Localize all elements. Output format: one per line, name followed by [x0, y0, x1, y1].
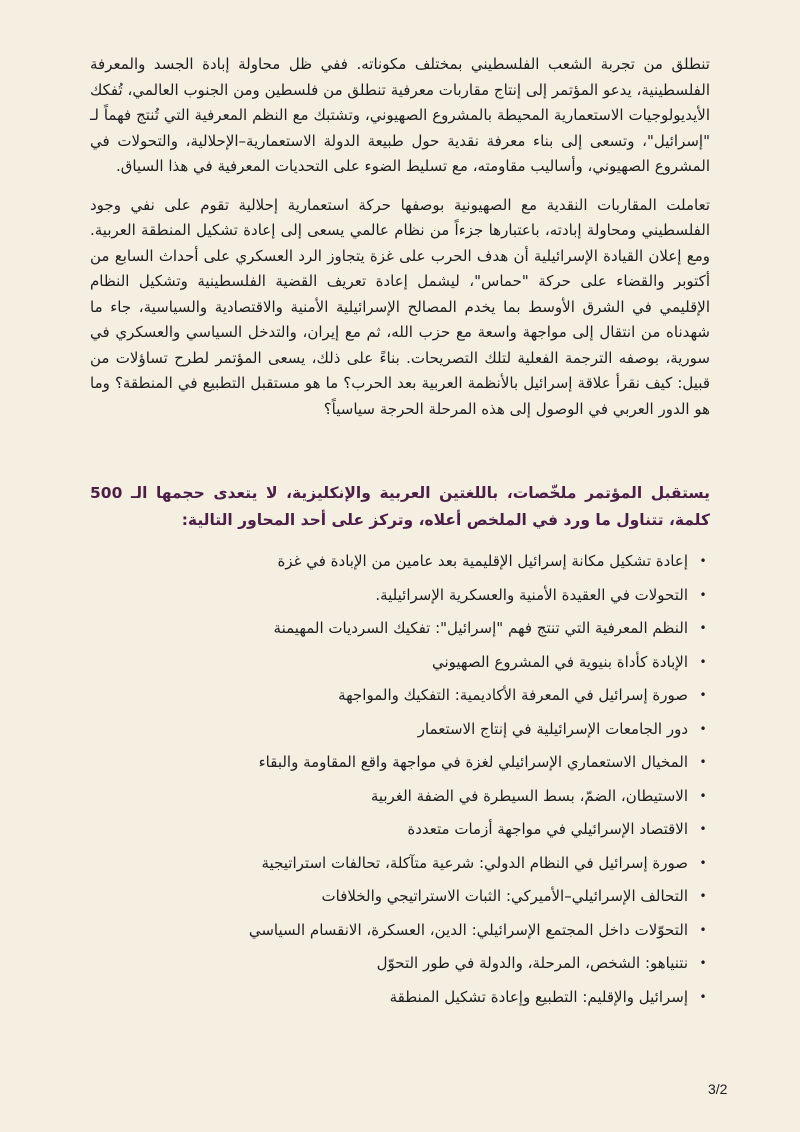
list-item [90, 651, 707, 673]
intro-paragraph-2: تعاملت المقاربات النقدية مع الصهيونية بوصفها حركة استعمارية إحلالية تقوم على نفي وجود الفلسطيني ومحاولة إبادته، باعتبارها جزءاً من نظام عالمي يسعى إلى إعادة تشكيل المنطقة العربية. ومع إعلان القيادة الإسرائيلية أن هدف الحرب على غزة يتجاوز الرد العسكري على أحداث السابع من أكتوبر والقضاء على حركة "حماس"، ليشمل إعادة تعريف القضية الفلسطينية وتشكيل النظام الإقليمي في الشرق الأوسط بما يخدم المصالح الإسرائيلية الأمنية والاقتصادية والسياسية، جاء ما شهدناه من انتقال إلى مواجهة واسعة مع حزب الله، ثم مع إيران، والتدخل السياسي والعسكري في سورية، بوصفه الترجمة الفعلية لتلك التصريحات. بناءً على ذلك، يسعى المؤتمر لطرح تساؤلات من قبيل: كيف نقرأ علاقة إسرائيل بالأنظمة العربية بعد الحرب؟ ما هو مستقبل التطبيع في المنطقة؟ وما هو الدور العربي في الوصول إلى هذه المرحلة الحرجة سياسياً؟ [90, 195, 710, 418]
list-item [90, 986, 707, 1008]
bullet-icon: • [699, 587, 707, 602]
list-item [90, 718, 707, 740]
topic-text: الاستيطان، الضمّ، بسط السيطرة في الضفة الغربية [370, 786, 688, 805]
list-item [90, 785, 707, 807]
topic-text: إعادة تشكيل مكانة إسرائيل الإقليمية بعد عامين من الإبادة في غزة [277, 552, 688, 570]
topic-text: التحالف الإسرائيلي–الأميركي: الثبات الاستراتيجي والخلافات [321, 887, 688, 905]
topic-text: التحولات في العقيدة الأمنية والعسكرية الإسرائيلية. [375, 585, 688, 604]
topics-list [90, 550, 710, 1008]
intro-paragraph-1: تنطلق من تجربة الشعب الفلسطيني بمختلف مكوناته. ففي ظل محاولة إبادة الجسد والمعرفة الفلسطينية، يدعو المؤتمر إلى إنتاج مقاربات معرفية تنطلق من فلسطين ومن الجنوب العالمي، تُفكك الأيديولوجيات الاستعمارية المحيطة بالمشروع الصهيوني، وتشتبك مع النظم المعرفية التي تُنتج فهماً لـ "إسرائيل"، وتسعى إلى بناء معرفة نقدية حول طبيعة الدولة الاستعمارية–الإحلالية، والتحولات في المشروع الصهيوني، وأساليب مقاومته، مع تسليط الضوء على التحديات المعرفية في هذا السياق. [90, 55, 710, 175]
bullet-icon: • [699, 855, 707, 870]
topic-text: صورة إسرائيل في النظام الدولي: شرعية متآكلة، تحالفات استراتيجية [261, 853, 688, 872]
topic-text: الإبادة كأداة بنيوية في المشروع الصهيوني [431, 652, 688, 671]
call-for-abstracts: يستقبل المؤتمر ملخّصات، باللغتين العربية والإنكليزية، لا يتعدى حجمها الـ 500 كلمة، تتناول ما ورد في الملخص أعلاه، وتركز على أحد المحاور التالية: [90, 484, 710, 529]
bullet-icon: • [699, 956, 707, 970]
bullet-icon: • [699, 755, 707, 769]
page-number: 3/2 [708, 1081, 728, 1097]
list-item [90, 885, 707, 907]
topic-text: التحوّلات داخل المجتمع الإسرائيلي: الدين، العسكرة، الانقسام السياسي [248, 920, 688, 939]
list-item [90, 550, 707, 572]
topic-text: صورة إسرائيل في المعرفة الأكاديمية: التفكيك والمواجهة [338, 686, 688, 704]
topic-text: إسرائيل والإقليم: التطبيع وإعادة تشكيل المنطقة [389, 987, 688, 1006]
list-item [90, 919, 707, 941]
list-item [90, 952, 707, 974]
topic-text: دور الجامعات الإسرائيلية في إنتاج الاستعمار [417, 719, 688, 738]
topic-text: المخيال الاستعماري الإسرائيلي لغزة في مواجهة واقع المقاومة والبقاء [258, 753, 688, 771]
bullet-icon: • [699, 989, 707, 1004]
topic-text: نتنياهو: الشخص، المرحلة، والدولة في طور التحوّل [376, 954, 688, 972]
bullet-icon: • [699, 654, 707, 669]
bullet-icon: • [699, 788, 707, 803]
bullet-icon: • [699, 554, 707, 568]
bullet-icon: • [699, 889, 707, 903]
bullet-icon: • [699, 688, 707, 702]
bullet-icon: • [699, 822, 707, 836]
list-item [90, 584, 707, 606]
topic-text: النظم المعرفية التي تنتج فهم "إسرائيل": تفكيك السرديات المهيمنة [273, 619, 688, 637]
document-page [90, 52, 710, 1019]
list-item [90, 751, 707, 773]
list-item [90, 684, 707, 706]
bullet-icon: • [699, 721, 707, 736]
bullet-icon: • [699, 621, 707, 635]
list-item [90, 617, 707, 639]
topic-text: الاقتصاد الإسرائيلي في مواجهة أزمات متعددة [407, 820, 688, 838]
bullet-icon: • [699, 922, 707, 937]
list-item [90, 852, 707, 874]
list-item [90, 818, 707, 840]
